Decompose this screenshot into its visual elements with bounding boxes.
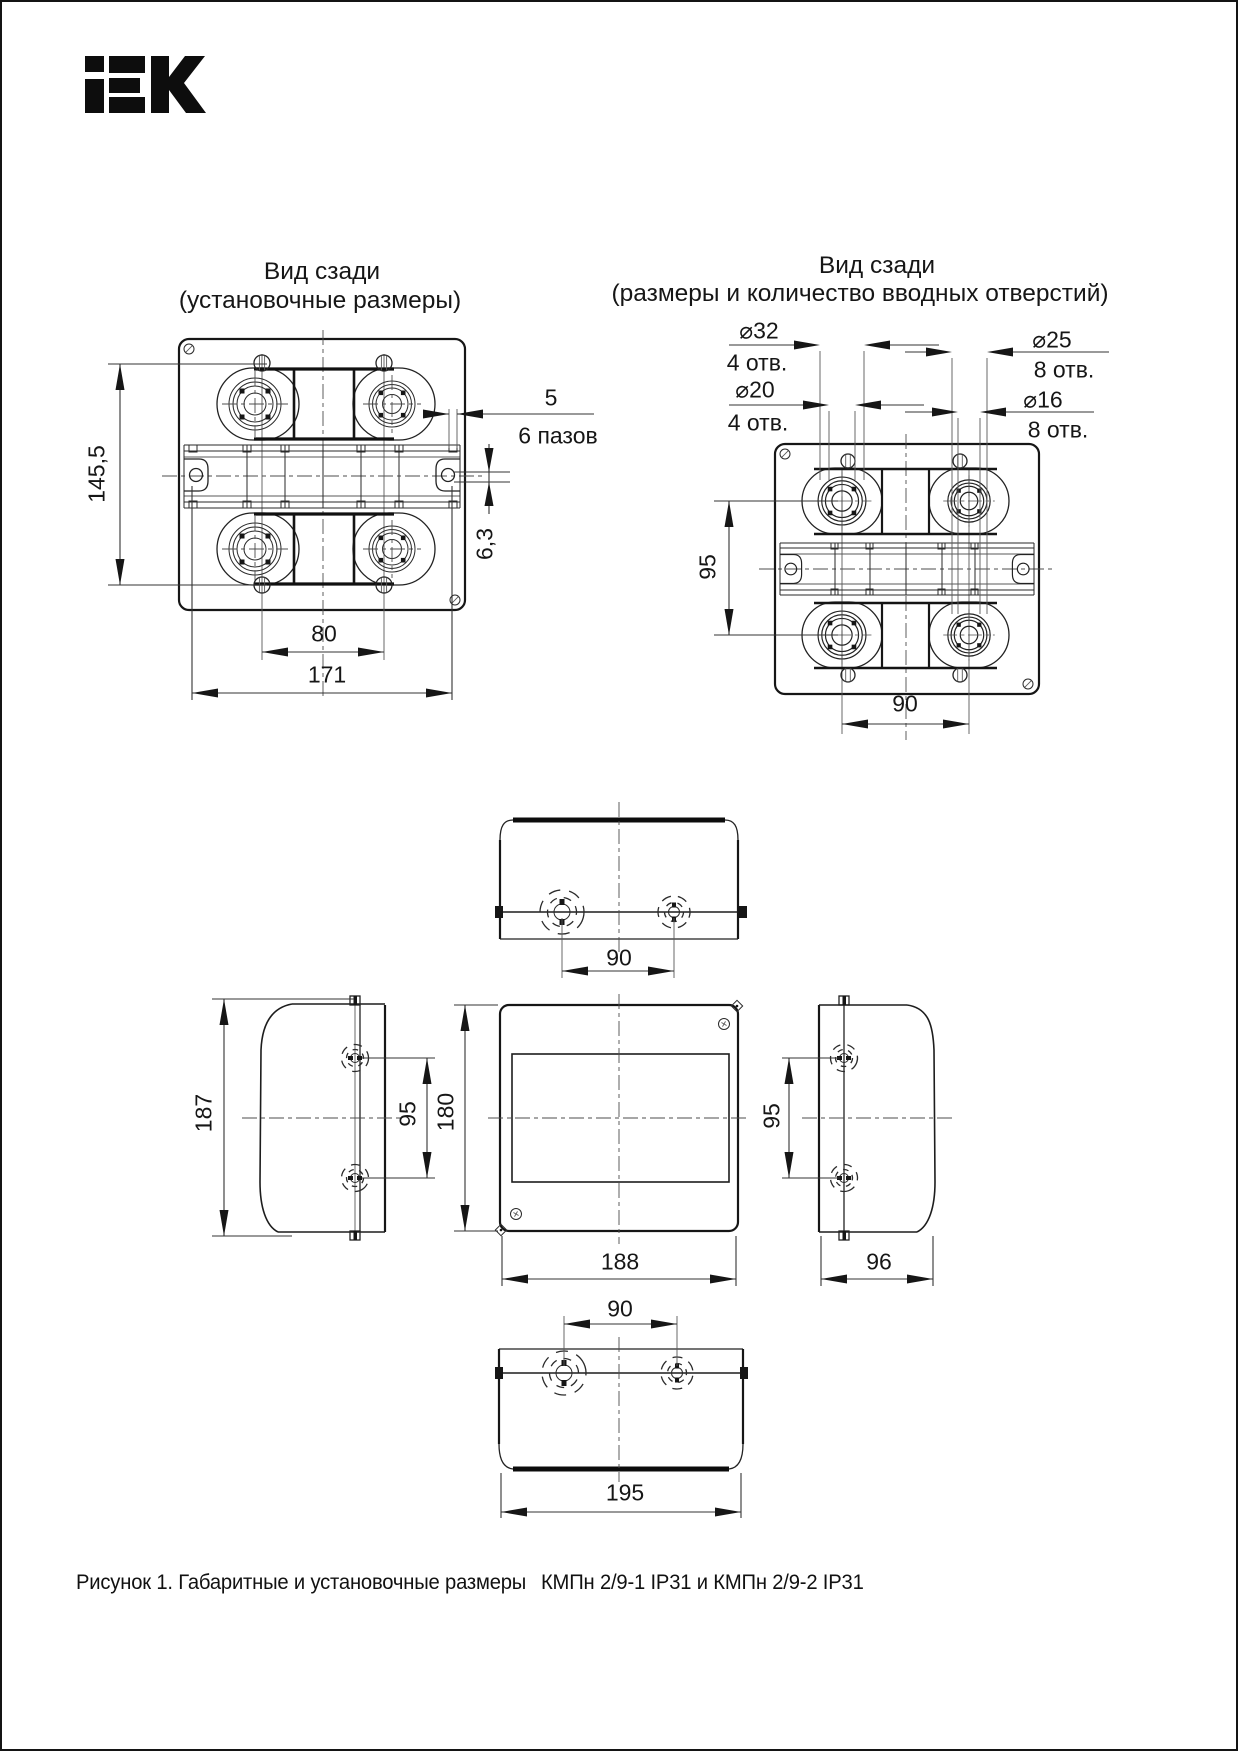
rear-install-title-line2: (установочные размеры) <box>178 286 462 314</box>
iek-logo-glyphs <box>84 56 210 116</box>
dim-label-holes-95: 95 <box>694 554 721 580</box>
figure-caption-text: Габаритные и установочные размеры <box>178 1570 527 1594</box>
dim-label-top-90: 90 <box>606 944 632 971</box>
front-view-drawing <box>454 994 750 1286</box>
right-side-view-drawing <box>782 996 952 1286</box>
dim-label-bottom-90: 90 <box>607 1295 633 1322</box>
figure-caption-prefix: Рисунок 1. <box>76 1570 173 1594</box>
dim-label-d25-count: 8 отв. <box>1033 356 1095 383</box>
dim-label-bottom-195: 195 <box>605 1479 645 1506</box>
dim-label-d16: ⌀16 <box>1023 386 1063 413</box>
figure-caption <box>76 1570 864 1595</box>
rear-install-title-line1: Вид сзади <box>263 257 381 285</box>
rear-holes-title-line1: Вид сзади <box>818 251 936 279</box>
dim-label-d32-count: 4 отв. <box>726 349 788 376</box>
iek-logo <box>84 56 210 116</box>
dim-label-holes-90: 90 <box>892 690 918 717</box>
dim-label-side-96: 96 <box>866 1248 892 1275</box>
rear-view-install-drawing <box>108 330 594 700</box>
dim-label-slot-count: 6 пазов <box>518 422 598 449</box>
dim-label-sideleft-95: 95 <box>394 1101 421 1127</box>
dim-label-d20: ⌀20 <box>735 376 775 403</box>
dim-label-front-188: 188 <box>600 1248 640 1275</box>
dim-label-d32: ⌀32 <box>739 317 779 344</box>
figure-caption-models: КМПн 2/9-1 IP31 и КМПн 2/9-2 IP31 <box>540 1570 864 1594</box>
dim-label-sideright-95: 95 <box>758 1103 785 1129</box>
dim-label-slots-171: 171 <box>307 661 347 688</box>
dim-label-d16-count: 8 отв. <box>1027 416 1089 443</box>
dim-label-slot-width-5: 5 <box>544 384 558 411</box>
dim-label-height-145-5: 145,5 <box>83 445 110 503</box>
dim-label-rail-6-3: 6,3 <box>471 528 498 560</box>
dim-label-d20-count: 4 отв. <box>727 409 789 436</box>
dim-label-front-180: 180 <box>432 1092 459 1132</box>
rear-holes-title-line2: (размеры и количество вводных отверстий) <box>611 279 1109 307</box>
dim-label-screws-80: 80 <box>311 620 337 647</box>
dim-label-side-187: 187 <box>190 1093 217 1133</box>
dim-label-d25: ⌀25 <box>1032 326 1072 353</box>
